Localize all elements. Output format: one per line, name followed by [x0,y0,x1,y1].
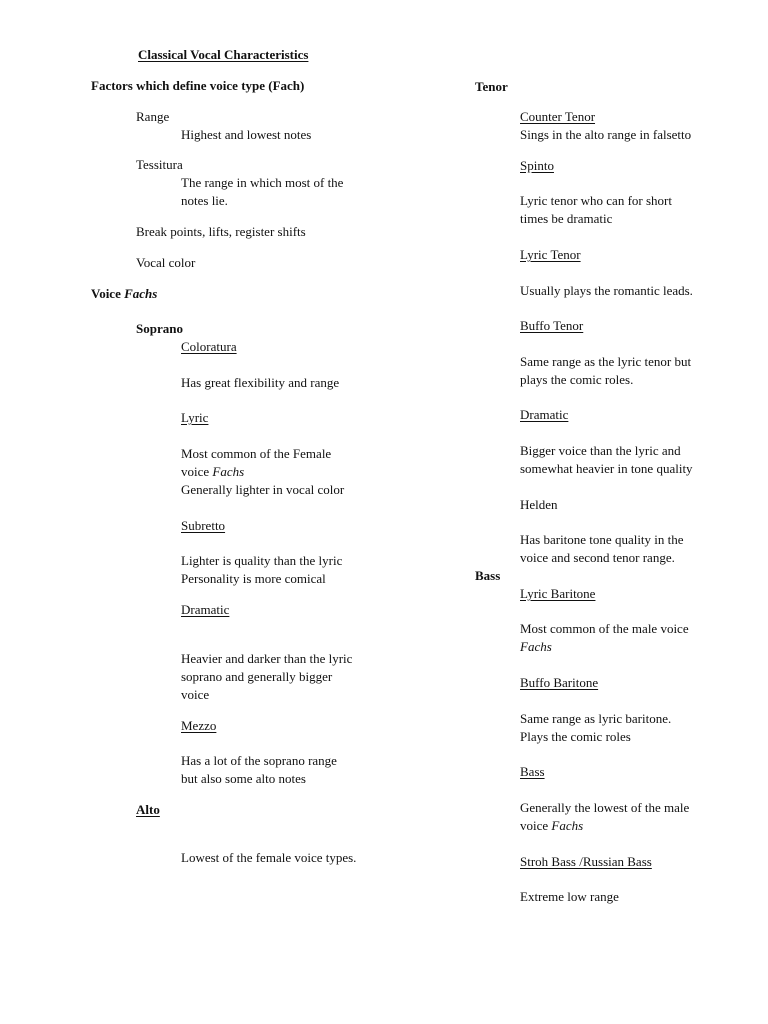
dramatic-tenor-desc-1: Bigger voice than the lyric and [520,443,681,458]
helden-label: Helden [520,497,558,512]
bass-desc-2-italic: Fachs [551,818,584,833]
buffo-tenor-desc-1: Same range as the lyric tenor but [520,354,692,369]
voice-fachs-prefix: Voice [91,286,121,301]
mezzo-desc-2: but also some alto notes [181,771,306,786]
subretto-desc-1: Lighter is quality than the lyric [181,553,343,568]
break-points: Break points, lifts, register shifts [136,224,306,239]
subretto-desc-2: Personality is more comical [181,571,326,586]
voice-fachs-heading [91,285,157,303]
spinto-desc-2: times be dramatic [520,211,613,226]
vocal-color: Vocal color [136,255,196,270]
buffo-baritone-label: Buffo Baritone [520,675,599,690]
counter-tenor-label: Counter Tenor [520,109,596,124]
lyric-soprano-desc-1: Most common of the Female [181,446,332,461]
range-desc: Highest and lowest notes [181,127,312,142]
subretto-label: Subretto [181,518,226,533]
dramatic-tenor-desc-2: somewhat heavier in tone quality [520,461,693,476]
buffo-tenor-label: Buffo Tenor [520,318,584,333]
dramatic-tenor-label: Dramatic [520,407,569,422]
counter-tenor-desc: Sings in the alto range in falsetto [520,127,692,142]
lyric-soprano-desc-2-italic: Fachs [212,464,245,479]
tenor-heading: Tenor [475,79,508,94]
lyric-baritone-label: Lyric Baritone [520,586,596,601]
stroh-bass-label: Stroh Bass /Russian Bass [520,854,652,869]
voice-fachs-italic: Fachs [124,286,158,301]
spinto-label: Spinto [520,158,554,173]
lyric-tenor-desc: Usually plays the romantic leads. [520,283,693,298]
bass-desc-1: Generally the lowest of the male [520,800,690,815]
bass-label: Bass [520,764,545,779]
buffo-tenor-desc-2: plays the comic roles. [520,372,634,387]
tessitura-label: Tessitura [136,157,183,172]
factors-heading: Factors which define voice type (Fach) [91,78,305,93]
bass-desc-2-prefix: voice [520,818,549,833]
alto-desc: Lowest of the female voice types. [181,850,357,865]
helden-desc-1: Has baritone tone quality in the [520,532,684,547]
mezzo-label: Mezzo [181,718,217,733]
stroh-bass-desc: Extreme low range [520,889,619,904]
lyric-soprano-desc-2-prefix: voice [181,464,210,479]
coloratura-desc: Has great flexibility and range [181,375,340,390]
dramatic-soprano-desc-3: voice [181,687,210,702]
tessitura-desc-2: notes lie. [181,193,228,208]
alto-heading: Alto [136,802,160,817]
spinto-desc-1: Lyric tenor who can for short [520,193,672,208]
lyric-baritone-desc-1: Most common of the male voice [520,621,689,636]
lyric-soprano-desc-3: Generally lighter in vocal color [181,482,345,497]
lyric-soprano-label: Lyric [181,410,209,425]
mezzo-desc-1: Has a lot of the soprano range [181,753,337,768]
buffo-baritone-desc-1: Same range as lyric baritone. [520,711,672,726]
dramatic-soprano-desc-1: Heavier and darker than the lyric [181,651,353,666]
lyric-soprano-desc-2 [181,463,244,481]
range-label: Range [136,109,170,124]
helden-desc-2: voice and second tenor range. [520,550,675,565]
lyric-tenor-label: Lyric Tenor [520,247,581,262]
bass-desc-2 [520,817,583,835]
coloratura-label: Coloratura [181,339,237,354]
soprano-heading: Soprano [136,321,183,336]
dramatic-soprano-desc-2: soprano and generally bigger [181,669,333,684]
buffo-baritone-desc-2: Plays the comic roles [520,729,631,744]
dramatic-soprano-label: Dramatic [181,602,230,617]
lyric-baritone-desc-2: Fachs [520,639,552,654]
bass-heading: Bass [475,568,501,583]
document-title: Classical Vocal Characteristics [138,47,309,62]
tessitura-desc-1: The range in which most of the [181,175,344,190]
